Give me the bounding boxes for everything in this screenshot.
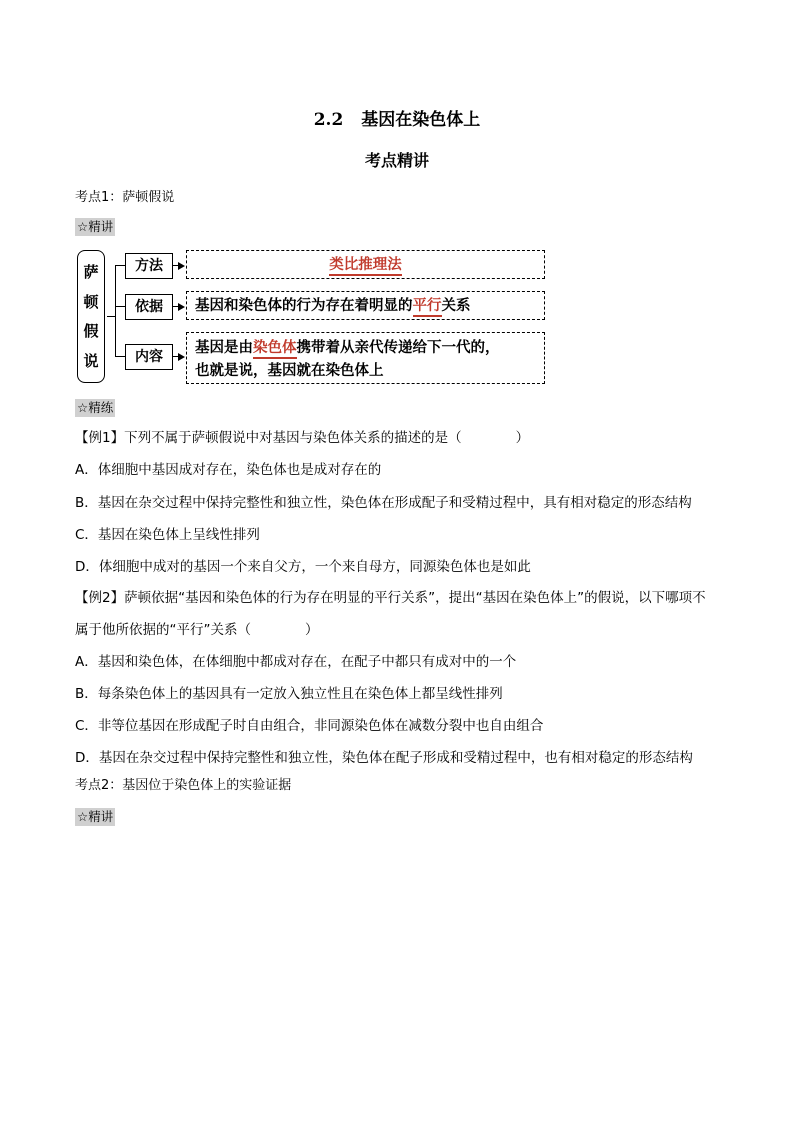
content-text: 关系 — [441, 297, 471, 314]
connector-line — [115, 265, 116, 357]
category-box-content: 内容 — [125, 344, 173, 370]
connector-line — [115, 265, 125, 266]
root-char: 萨 — [83, 262, 99, 281]
option-a: A．体细胞中基因成对存在，染色体也是成对存在的 — [75, 462, 382, 478]
highlight-term: 类比推理法 — [329, 256, 402, 276]
arrow-right-icon — [178, 353, 185, 361]
arrow-right-icon — [178, 262, 185, 270]
root-char: 假 — [83, 322, 99, 341]
content-box-basis — [186, 291, 545, 320]
content-box-method — [186, 250, 545, 279]
example-2-stem-line1: 【例2】萨顿依据“基因和染色体的行为存在明显的平行关系”，提出“基因在染色体上”的假说，以下哪项不 — [75, 590, 706, 606]
option-a: A．基因和染色体，在体细胞中都成对存在，在配子中都只有成对中的一个 — [75, 654, 517, 670]
example-1-stem: 【例1】下列不属于萨顿假说中对基因与染色体关系的描述的是（ ） — [75, 430, 530, 446]
option-c: C．基因在染色体上呈线性排列 — [75, 527, 260, 543]
content-text: 基因和染色体的行为存在着明显的 — [195, 297, 413, 314]
content-line: 也就是说，基因就在染色体上 — [195, 362, 384, 379]
category-box-basis: 依据 — [125, 294, 173, 320]
option-d: D．体细胞中成对的基因一个来自父方，一个来自母方，同源染色体也是如此 — [75, 559, 531, 575]
content-text: 基因是由 — [195, 339, 253, 356]
content-line — [195, 336, 544, 359]
option-d: D．基因在杂交过程中保持完整性和独立性，染色体在配子形成和受精过程中，也有相对稳定的形态结构 — [75, 750, 693, 766]
option-c: C．非等位基因在形成配子时自由组合，非同源染色体在减数分裂中也自由组合 — [75, 718, 544, 734]
root-char: 顿 — [83, 292, 99, 311]
page-subtitle: 考点精讲 — [364, 151, 429, 170]
option-b: B．每条染色体上的基因具有一定放入独立性且在染色体上都呈线性排列 — [75, 686, 503, 702]
example-2-stem-line2: 属于他所依据的“平行”关系（ ） — [75, 622, 319, 638]
diagram-root-box — [77, 250, 105, 383]
arrow-right-icon — [178, 303, 185, 311]
content-box-content — [186, 332, 545, 384]
kaodian-1-heading: 考点1：萨顿假说 — [75, 190, 175, 205]
jingjiang-tag: ☆精讲 — [77, 219, 114, 234]
section-number: 2.2 — [313, 110, 344, 130]
content-text: 携带着从亲代传递给下一代的， — [296, 339, 500, 356]
option-b: B．基因在杂交过程中保持完整性和独立性，染色体在形成配子和受精过程中，具有相对稳定的形态结构 — [75, 495, 692, 511]
jinglian-tag: ☆精练 — [77, 400, 114, 415]
highlight-term: 染色体 — [253, 339, 297, 359]
page-title — [0, 105, 794, 130]
jingjiang-tag: ☆精讲 — [77, 809, 114, 824]
connector-line — [115, 306, 125, 307]
highlight-term: 平行 — [413, 297, 442, 317]
connector-line — [115, 356, 125, 357]
section-title: 基因在染色体上 — [361, 110, 481, 130]
kaodian-2-heading: 考点2：基因位于染色体上的实验证据 — [75, 778, 292, 793]
category-box-method: 方法 — [125, 253, 173, 279]
root-char: 说 — [83, 352, 99, 371]
